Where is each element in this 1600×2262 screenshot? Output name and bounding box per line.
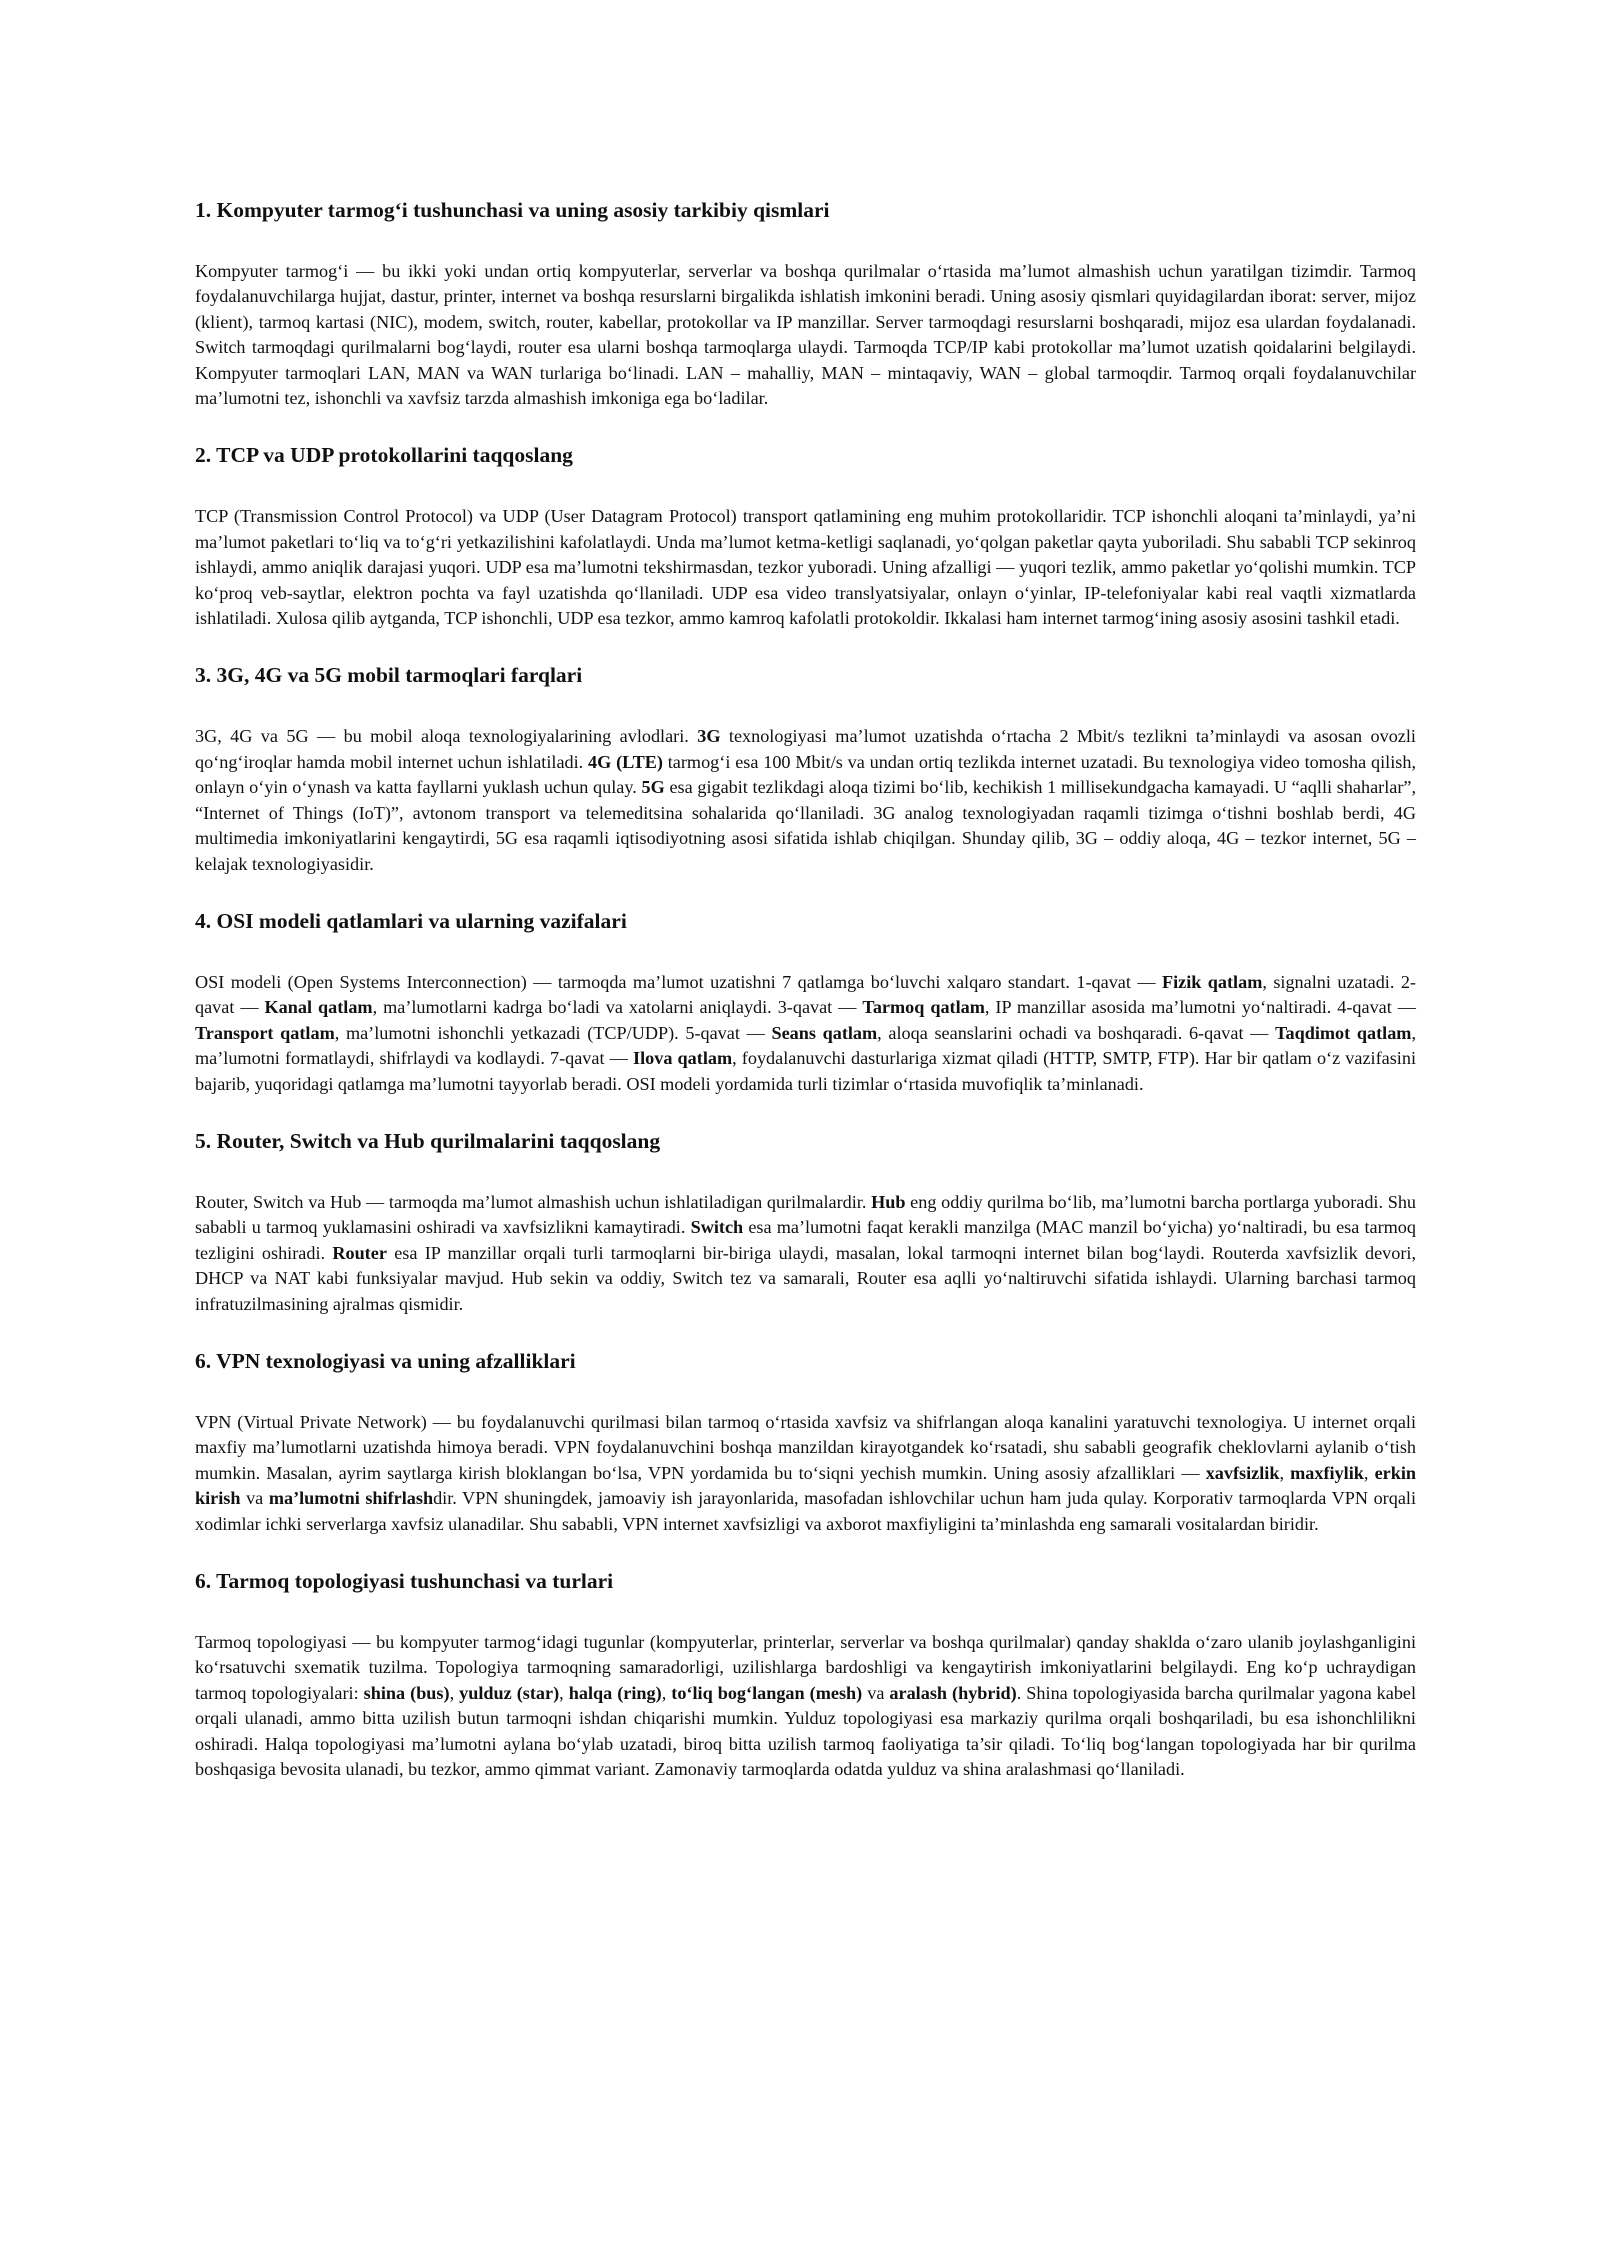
text-run: esa gigabit tezlikdagi aloqa tizimi bo‘lib, kechikish 1 millisekundgacha kamayadi. U “aqlli shaharlar”, “Internet of Things (IoT)”, avtonom transport va telemeditsina sohalarida qo‘llaniladi. 3G analog texnologiyadan raqamli tizimga o‘tishni boshlab berdi, 4G multimedia imkoniyatlarini kengaytirdi, 5G esa raqamli iqtisodiyotning asosi sifatida ishlab chiqilgan. Shunday qilib, 3G – oddiy aloqa, 4G – tezkor internet, 5G – kelajak texnologiyasidir. [195,777,1416,874]
bold-term: Tarmoq qatlam [862,997,985,1018]
section-heading: 6. Tarmoq topologiyasi tushunchasi va turlari [195,1569,614,1593]
section-3 [195,661,1416,876]
bold-term: maxfiylik [1290,1462,1364,1483]
text-run: , IP manzillar asosida ma’lumotni yo‘naltiradi. 4-qavat — [984,997,1416,1018]
text-run: texnologiyasi ma’lumot uzatishda o‘rtacha 2 Mbit/s tezlikni ta’minlaydi va asosan ovozli qo‘ng‘iroqlar hamda mobil internet uchun ishlatiladi. [195,726,1416,772]
text-run: , ma’lumotni formatlaydi, shifrlaydi va kodlaydi. 7-qavat — [195,1022,1416,1069]
bold-term: halqa (ring) [568,1682,662,1703]
section-5 [195,1127,1416,1317]
text-run: , [1279,1462,1291,1483]
text-run: eng oddiy qurilma bo‘lib, ma’lumotni barcha portlarga yuboradi. Shu sababli u tarmoq yuklamasini oshiradi va xavfsizlikni kamaytiradi. [195,1191,1417,1238]
bold-term: Router [332,1242,387,1263]
section-paragraph [195,259,1416,411]
text-run: , ma’lumotni ishonchli yetkazadi (TCP/UDP). 5-qavat — [334,1022,772,1043]
text-run: , ma’lumotlarni kadrga bo‘ladi va xatolarni aniqlaydi. 3-qavat — [372,997,863,1018]
section-paragraph [195,1410,1416,1537]
section-7 [195,1567,1416,1782]
bold-term: Kanal qatlam [264,997,373,1018]
text-run: , signalni uzatadi. 2-qavat — [195,971,1416,1018]
bold-term: shina (bus) [363,1682,450,1703]
text-run: , [449,1682,460,1703]
text-run: va [862,1682,890,1703]
bold-term: xavfsizlik [1205,1462,1280,1483]
text-run: Kompyuter tarmog‘i — bu ikki yoki undan ortiq kompyuterlar, serverlar va boshqa qurilmalar o‘rtasida ma’lumot almashish uchun yaratilgan tizimdir. Tarmoq foydalanuvchilarga hujjat, dastur, printer, internet va boshqa resurslarni birgalikda ishlatish imkonini beradi. Uning asosiy qismlari quyidagilardan iborat: server, mijoz (klient), tarmoq kartasi (NIC), modem, switch, router, kabellar, protokollar va IP manzillar. Server tarmoqdagi resurslarni boshqaradi, mijoz esa ulardan foydalanadi. Switch tarmoqdagi qurilmalarni bog‘laydi, router esa ularni boshqa tarmoqlarga ulaydi. Tarmoqda TCP/IP kabi protokollar ma’lumot uzatish qoidalarini belgilaydi. Kompyuter tarmoqlari LAN, MAN va WAN turlariga bo‘linadi. LAN – mahalliy, MAN – mintaqaviy, WAN – global tarmoqdir. Tarmoq orqali foydalanuvchilar ma’lumotni tez, ishonchli va xavfsiz tarzda almashish imkoniga ega bo‘ladilar. [195,261,1416,409]
section-1 [195,196,1416,411]
bold-term: 4G (LTE) [588,751,663,772]
section-4 [195,907,1416,1097]
bold-term: aralash (hybrid) [889,1682,1017,1703]
text-run: va [240,1488,269,1509]
bold-term: Ilova qatlam [633,1048,733,1069]
section-paragraph [195,1630,1416,1782]
text-run: , [661,1682,672,1703]
text-run: , [559,1682,569,1703]
text-run: , foydalanuvchi dasturlariga xizmat qiladi (HTTP, SMTP, FTP). Har bir qatlam o‘z vazifasini bajarib, yuqoridagi qatlamga ma’lumotni tayyorlab beradi. OSI modeli yordamida turli tizimlar o‘rtasida muvofiqlik ta’minlanadi. [195,1048,1417,1094]
section-2 [195,441,1416,631]
bold-term: yulduz (star) [459,1682,560,1703]
bold-term: Transport qatlam [195,1022,335,1043]
text-run: esa IP manzillar orqali turli tarmoqlarni bir-biriga ulaydi, masalan, lokal tarmoqni internet bilan bog‘laydi. Routerda xavfsizlik devori, DHCP va NAT kabi funksiyalar mavjud. Hub sekin va oddiy, Switch tez va samarali, Router esa aqlli yo‘naltiruvchi sifatida ishlaydi. Ularning barchasi tarmoq infratuzilmasining ajralmas qismidir. [195,1242,1416,1314]
text-run: TCP (Transmission Control Protocol) va UDP (User Datagram Protocol) transport qatlamining eng muhim protokollaridir. TCP ishonchli aloqani ta’minlaydi, ya’ni ma’lumot paketlari to‘liq va to‘g‘ri yetkazilishini kafolatlaydi. Unda ma’lumot ketma-ketligi saqlanadi, yo‘qolgan paketlar qayta yuboriladi. Shu sababli TCP sekinroq ishlaydi, ammo aniqlik darajasi yuqori. UDP esa ma’lumotni tekshirmasdan, tezkor yuboradi. Uning afzalligi — yuqori tezlik, ammo paketlar yo‘qolishi mumkin. TCP ko‘proq veb-saytlar, elektron pochta va fayl uzatishda qo‘llaniladi. UDP esa video translyatsiyalar, onlayn o‘yinlar, IP-telefoniyalar kabi real vaqtli xizmatlarda ishlatiladi. Xulosa qilib aytganda, TCP ishonchli, UDP esa tezkor, ammo kamroq kafolatli protokoldir. Ikkalasi ham internet tarmog‘ining asosiy asosini tashkil etadi. [195,506,1416,629]
section-heading: 5. Router, Switch va Hub qurilmalarini taqqoslang [195,1128,661,1153]
section-paragraph [195,970,1416,1097]
document-body [195,196,1416,1782]
text-run: , aloqa seanslarini ochadi va boshqaradi. 6-qavat — [877,1022,1276,1043]
text-run: VPN (Virtual Private Network) — bu foydalanuvchi qurilmasi bilan tarmoq o‘rtasida xavfsiz va shifrlangan aloqa kanalini yaratuvchi texnologiya. U internet orqali maxfiy ma’lumotlarni uzatishda himoya beradi. VPN foydalanuvchini boshqa manzildan kirayotgandek ko‘rsatadi, shu sababli geografik cheklovlarni aylanib o‘tish mumkin. Masalan, ayrim saytlarga kirish bloklangan bo‘lsa, VPN yordamida bu to‘siqni yechish mumkin. Uning asosiy afzalliklari — [195,1411,1416,1483]
bold-term: Fizik qatlam [1161,971,1263,992]
text-run: esa ma’lumotni faqat kerakli manzilga (MAC manzil bo‘yicha) yo‘naltiradi, bu esa tarmoq tezligini oshiradi. [195,1217,1416,1263]
text-run: tarmog‘i esa 100 Mbit/s va undan ortiq tezlikda internet uzatadi. Bu texnologiya video tomosha qilish, onlayn o‘yin o‘ynash va katta fayllarni yuklash uchun qulay. [195,751,1416,798]
bold-term: Seans qatlam [771,1022,878,1043]
bold-term: 3G [697,726,721,747]
text-run: OSI modeli (Open Systems Interconnection) — tarmoqda ma’lumot uzatishni 7 qatlamga bo‘luvchi xalqaro standart. 1-qavat — [195,971,1162,992]
text-run: dir. VPN shuningdek, jamoaviy ish jarayonlarida, masofadan ishlovchilar uchun ham juda qulay. Korporativ tarmoqlarda VPN orqali xodimlar ichki serverlarga xavfsiz ulanadilar. Shu sababli, VPN internet xavfsizligi va axborot maxfiyligini ta’minlashda eng samarali vositalardan biridir. [195,1488,1416,1534]
text-run: Tarmoq topologiyasi — bu kompyuter tarmog‘idagi tugunlar (kompyuterlar, printerlar, serverlar va boshqa qurilmalar) qanday shaklda o‘zaro ulanib joylashganligini ko‘rsatuvchi sxematik tuzilma. Topologiya tarmoqning samaradorligi, uzilishlarga bardoshligi va kengaytirish imkoniyatlarini belgilaydi. Eng ko‘p uchraydigan tarmoq topologiyalari: [195,1632,1416,1703]
text-run: . Shina topologiyasida barcha qurilmalar yagona kabel orqali ulanadi, ammo bitta uzilish butun tarmoqni ishdan chiqarishi mumkin. Yulduz topologiyasi esa markaziy qurilma orqali boshqariladi, bu esa ishonchlilikni oshiradi. Halqa topologiyasi ma’lumotni aylana bo‘ylab uzatadi, biroq bitta uzilish tarmoq faoliyatiga ta’sir qiladi. To‘liq bog‘langan topologiyada har bir qurilma boshqasiga bevosita ulanadi, bu tezkor, ammo qimmat variant. Zamonaviy tarmoqlarda odatda yulduz va shina aralashmasi qo‘llaniladi. [195,1682,1417,1780]
section-heading: 4. OSI modeli qatlamlari va ularning vazifalari [195,908,627,933]
section-heading: 3. 3G, 4G va 5G mobil tarmoqlari farqlari [195,663,583,688]
section-paragraph [195,1190,1416,1317]
bold-term: Taqdimot qatlam [1275,1022,1412,1043]
section-heading: 1. Kompyuter tarmog‘i tushunchasi va uning asosiy tarkibiy qismlari [195,198,830,222]
bold-term: erkin kirish [195,1462,1417,1509]
bold-term: ma’lumotni shifrlash [268,1488,434,1509]
bold-term: Hub [871,1191,906,1212]
bold-term: 5G [641,777,665,798]
text-run: Router, Switch va Hub — tarmoqda ma’lumot almashish uchun ishlatiladigan qurilmalardir. [195,1191,872,1212]
section-heading: 2. TCP va UDP protokollarini taqqoslang [195,443,573,468]
text-run: , [1363,1462,1375,1483]
section-paragraph [195,724,1416,876]
text-run: 3G, 4G va 5G — bu mobil aloqa texnologiyalarining avlodlari. [195,726,698,747]
section-paragraph [195,504,1416,631]
bold-term: to‘liq bog‘langan (mesh) [671,1682,863,1703]
bold-term: Switch [690,1217,744,1238]
section-heading: 6. VPN texnologiyasi va uning afzalliklari [195,1348,576,1373]
section-6 [195,1347,1416,1537]
